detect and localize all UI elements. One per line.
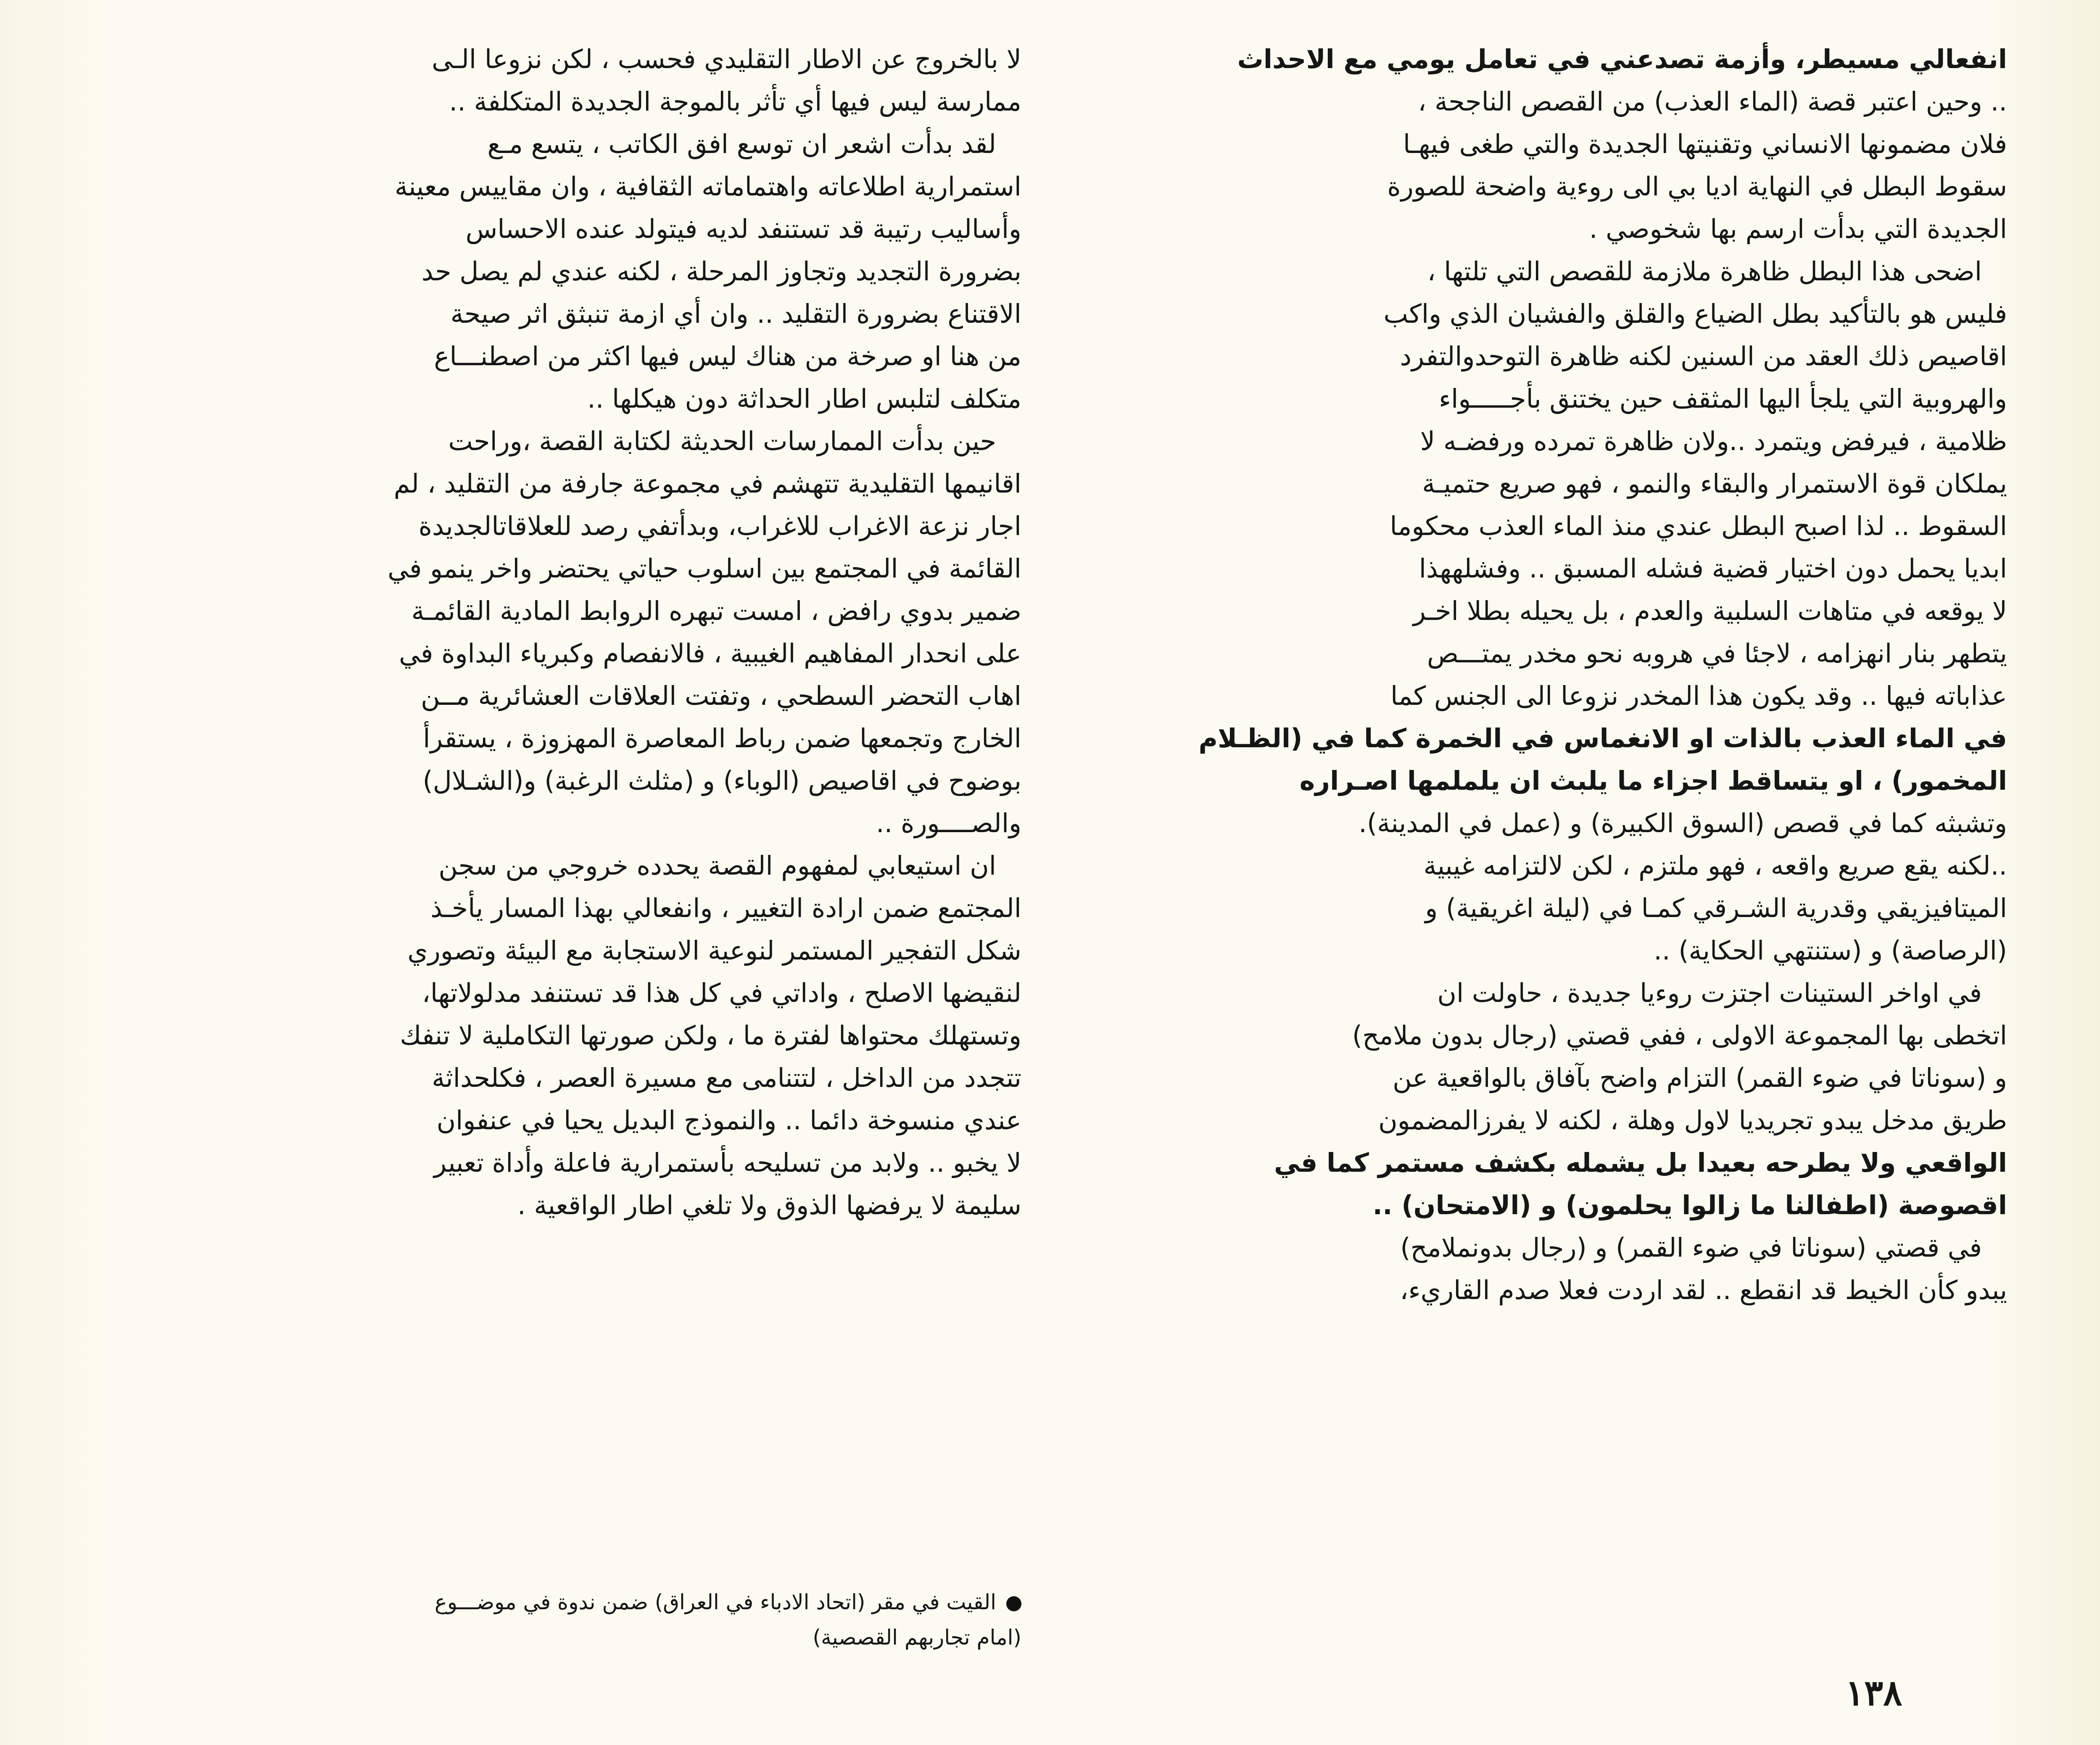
text-line: ..لكنه يقع صريع واقعه ، فهو ملتزم ، لكن لالتزامه غيبية	[1423, 850, 2007, 881]
text-line: متكلف لتلبس اطار الحداثة دون هيكلها ..	[587, 383, 1021, 414]
text-line: استمرارية اطلاعاته واهتماماته الثقافية ، وان مقاييس معينة	[394, 171, 1021, 202]
text-line: من هنا او صرخة من هناك ليس فيها اكثر من اصطنـــاع	[434, 341, 1021, 372]
text-line: ابديا يحمل دون اختيار قضية فشله المسبق .. وفشلههذا	[1419, 553, 2007, 584]
footnote-line	[105, 1584, 1021, 1620]
text-line: حين بدأت الممارسات الحديثة لكتابة القصة ،وراحت	[448, 426, 996, 456]
footnote-text: القيت في مقر (اتحاد الادباء في العراق) ضمن ندوة في موضـــوع	[435, 1590, 996, 1614]
text-line: ممارسة ليس فيها أي تأثر بالموجة الجديدة المتكلفة ..	[449, 86, 1021, 117]
text-line: يبدو كأن الخيط قد انقطع .. لقد اردت فعلا صدم القاريء،	[1400, 1275, 2007, 1305]
text-line: سقوط البطل في النهاية اديا بي الى روءية واضحة للصورة	[1387, 171, 2007, 202]
text-line: اتخطى بها المجموعة الاولى ، ففي قصتي (رجال بدون ملامح)	[1352, 1020, 2007, 1051]
text-line: عندي منسوخة دائما .. والنموذج البديل يحيا في عنفوان	[436, 1105, 1021, 1136]
text-line: و (سوناتا في ضوء القمر) التزام واضح بآفاق بالواقعية عن	[1393, 1062, 2007, 1093]
footnote	[105, 1584, 1021, 1655]
text-line: اهاب التحضر السطحي ، وتفتت العلاقات العشائرية مــن	[421, 680, 1021, 711]
text-line: تتجدد من الداخل ، لتتنامى مع مسيرة العصر ، فكلحداثة	[432, 1062, 1021, 1093]
text-line: والهروبية التي يلجأ اليها المثقف حين يختنق بأجـــــواء	[1439, 383, 2007, 414]
text-line: في قصتي (سوناتا في ضوء القمر) و (رجال بدونملامح)	[1400, 1232, 1982, 1263]
text-line: الجديدة التي بدأت ارسم بها شخوصي .	[1589, 214, 2007, 244]
text-line: القائمة في المجتمع بين اسلوب حياتي يحتضر واخر ينمو في	[388, 553, 1021, 584]
text-line: لنقيضها الاصلح ، واداتي في كل هذا قد تستنفد مدلولاتها،	[422, 978, 1021, 1008]
text-line: وتشبثه كما في قصص (السوق الكبيرة) و (عمل في المدينة).	[1359, 808, 2007, 838]
text-line: الواقعي ولا يطرحه بعيدا بل يشمله بكشف مستمر كما في	[1274, 1147, 2007, 1178]
text-line: في الماء العذب بالذات او الانغماس في الخمرة كما في (الظـلام	[1198, 723, 2007, 754]
text-line: اقانيمها التقليدية تتهشم في مجموعة جارفة من التقليد ، لم	[393, 468, 1021, 499]
text-line: في اواخر الستينات اجتزت روءيا جديدة ، حاولت ان	[1437, 978, 1982, 1008]
text-line: سليمة لا يرفضها الذوق ولا تلغي اطار الواقعية .	[517, 1190, 1021, 1220]
text-line: اقاصيص ذلك العقد من السنين لكنه ظاهرة التوحدوالتفرد	[1400, 341, 2007, 372]
text-line: بضرورة التجديد وتجاوز المرحلة ، لكنه عندي لم يصل حد	[421, 256, 1021, 287]
text-line: فليس هو بالتأكيد بطل الضياع والقلق والفشيان الذي واكب	[1383, 298, 2007, 329]
text-line: يتطهر بنار انهزامه ، لاجئا في هروبه نحو مخدر يمتـــص	[1427, 638, 2007, 669]
text-line: وأساليب رتيبة قد تستنفد لديه فيتولد عنده الاحساس	[465, 214, 1021, 244]
text-line: طريق مدخل يبدو تجريديا لاول وهلة ، لكنه لا يفرزالمضمون	[1378, 1105, 2007, 1136]
text-line: لا يوقعه في متاهات السلبية والعدم ، بل يحيله بطلا اخـر	[1413, 596, 2007, 626]
text-line: اضحى هذا البطل ظاهرة ملازمة للقصص التي تلتها ،	[1427, 256, 1982, 287]
text-line: والصــــورة ..	[876, 808, 1021, 838]
right-column	[1082, 38, 2007, 1311]
text-line: وتستهلك محتواها لفترة ما ، ولكن صورتها التكاملية لا تنفك	[400, 1020, 1021, 1051]
text-line: السقوط .. لذا اصبح البطل عندي منذ الماء العذب محكوما	[1390, 511, 2007, 541]
text-line: شكل التفجير المستمر لنوعية الاستجابة مع البيئة وتصوري	[407, 935, 1021, 966]
text-line: انفعالي مسيطر، وأزمة تصدعني في تعامل يومي مع الاحداث	[1237, 44, 2007, 74]
text-line: ظلامية ، فيرفض ويتمرد ..ولان ظاهرة تمرده ورفضـه لا	[1420, 426, 2007, 456]
text-line: اجار نزعة الاغراب للاغراب، وبدأتفي رصد للعلاقاتالجديدة	[418, 511, 1021, 541]
text-line: الاقتناع بضرورة التقليد .. وان أي ازمة تنبثق اثر صيحة	[450, 298, 1021, 329]
text-line: ضمير بدوي رافض ، امست تبهره الروابط المادية القائمـة	[411, 596, 1021, 626]
text-line: المخمور) ، او يتساقط اجزاء ما يلبث ان يلملمها اصـراره	[1299, 765, 2007, 796]
footnote-line: (امام تجاربهم القصصية)	[813, 1625, 1021, 1650]
page-number: ١٣٨	[1845, 1672, 1902, 1713]
text-line: ان استيعابي لمفهوم القصة يحدده خروجي من سجن	[438, 850, 996, 881]
text-line: .. وحين اعتبر قصة (الماء العذب) من القصص الناجحة ،	[1418, 86, 2007, 117]
text-line: لا بالخروج عن الاطار التقليدي فحسب ، لكن نزوعا الـى	[432, 44, 1021, 74]
left-column	[105, 38, 1021, 1226]
text-line: عذاباته فيها .. وقد يكون هذا المخدر نزوعا الى الجنس كما	[1390, 680, 2007, 711]
bullet-icon	[1006, 1596, 1021, 1611]
text-line: على انحدار المفاهيم الغيبية ، فالانفصام وكبرياء البداوة في	[399, 638, 1021, 669]
text-line: المجتمع ضمن ارادة التغيير ، وانفعالي بهذا المسار يأخـذ	[430, 893, 1021, 923]
text-line: لقد بدأت اشعر ان توسع افق الكاتب ، يتسع مـع	[487, 129, 996, 159]
text-line: يملكان قوة الاستمرار والبقاء والنمو ، فهو صريع حتميـة	[1422, 468, 2007, 499]
text-line: فلان مضمونها الانساني وتقنيتها الجديدة والتي طغى فيهـا	[1403, 129, 2007, 159]
text-line: بوضوح في اقاصيص (الوباء) و (مثلث الرغبة) و(الشـلال)	[422, 765, 1021, 796]
text-line: اقصوصة (اطفالنا ما زالوا يحلمون) و (الامتحان) ..	[1372, 1190, 2007, 1220]
text-line: لا يخبو .. ولابد من تسليحه بأستمرارية فاعلة وأداة تعبير	[434, 1147, 1021, 1178]
text-line: الخارج وتجمعها ضمن رباط المعاصرة المهزوزة ، يستقرأ	[423, 723, 1021, 754]
text-line: الميتافيزيقي وقدرية الشـرقي كمـا في (ليلة اغريقية) و	[1425, 893, 2007, 923]
text-line: (الرصاصة) و (ستنتهي الحكاية) ..	[1654, 935, 2007, 966]
